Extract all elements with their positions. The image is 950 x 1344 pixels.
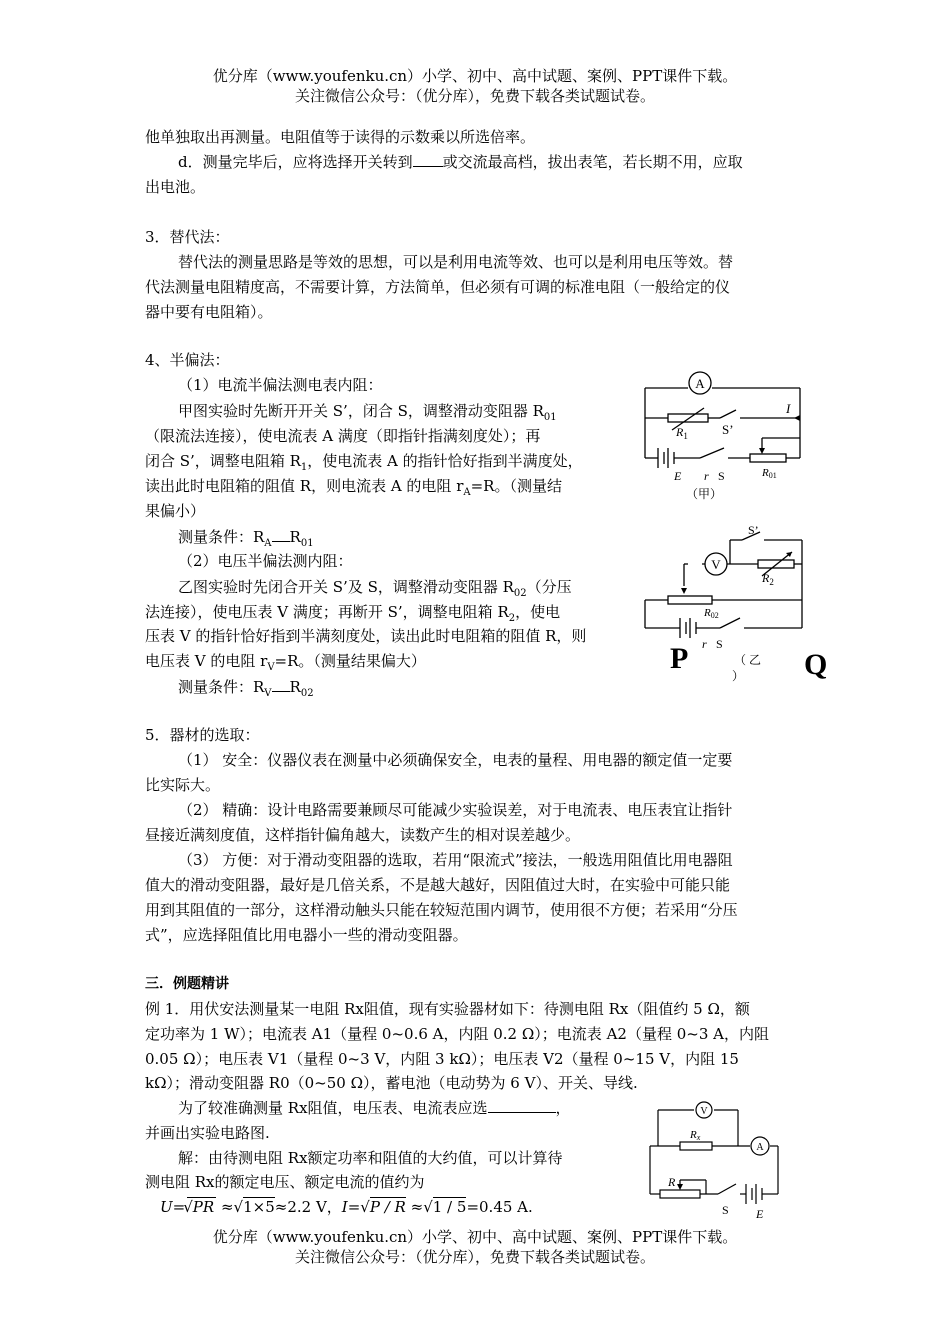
para-continuation: 他单独取出再测量。电阻值等于读得的示数乘以所选倍率。 (145, 128, 536, 146)
svg-text:E: E (674, 469, 682, 483)
section-4-title: 4、半偏法： (145, 351, 230, 369)
example-1-l3: 0.05 Ω）；电压表 V1（量程 0~3 V，内阻 3 kΩ）；电压表 V2（量程 0~15 V，内阻 15 (145, 1050, 739, 1068)
solution-l2: 测电阻 Rx的额定电压、额定电流的值约为 (145, 1173, 425, 1191)
svg-text:r: r (702, 637, 707, 651)
svg-text:S: S (716, 637, 723, 651)
section-5-item1-b: 比实际大。 (145, 776, 221, 794)
section-5-item1-a: （1） 安全：仪器仪表在测量中必须确保安全，电表的量程、用电器的额定值一定要 (178, 751, 733, 769)
circuit-diagram-jia (640, 368, 810, 508)
answer-blank (272, 691, 290, 692)
example-1-l5: 为了较准确测量 Rx阻值，电压表、电流表应选 ， (178, 1099, 571, 1117)
answer-blank (488, 1112, 556, 1113)
answer-blank (413, 166, 443, 167)
section-5-item2-b: 昼接近满刻度值，这样指针偏角越大，读数产生的相对误差越少。 (145, 826, 581, 844)
footer-line-1: 优分库（www.youfenku.cn）小学、初中、高中试题、案例、PPT课件下载。 (212, 1228, 738, 1246)
section-5-item3-d: 式”，应选择阻值比用电器小一些的滑动变阻器。 (145, 926, 468, 944)
svg-text:I: I (786, 401, 791, 416)
svg-text:Q: Q (804, 648, 828, 681)
solution-l1: 解：由待测电阻 Rx额定功率和阻值的大约值，可以计算待 (178, 1149, 563, 1167)
svg-text:V: V (711, 557, 721, 572)
svg-text:Rx: Rx (690, 1129, 701, 1142)
svg-text:A: A (756, 1142, 764, 1153)
section-3-title: 3．替代法： (145, 228, 230, 246)
svg-text:r: r (704, 469, 709, 483)
footer-line-2: 关注微信公众号：（优分库），免费下载各类试题试卷。 (294, 1248, 655, 1266)
section-5-item3-c: 用到其阻值的一部分，这样滑动触头只能在较短范围内调节，使用很不方便；若采用“分压 (145, 901, 738, 919)
section-4-sub1-l5: 果偏小） (145, 502, 206, 520)
svg-text:P: P (670, 642, 689, 675)
example-1-l1: 例 1．用伏安法测量某一电阻 Rx阻值，现有实验器材如下：待测电阻 Rx（阻值约 5 Ω，额 (145, 1000, 750, 1018)
svg-text:E: E (756, 1207, 764, 1221)
example-1-l4: kΩ）；滑动变阻器 R0（0~50 Ω），蓄电池（电动势为 6 V）、开关、导线. (145, 1074, 638, 1092)
svg-text:R02: R02 (704, 607, 719, 620)
circuit-diagram-example (640, 1098, 790, 1222)
section-4-sub1-l4: 读出此时电阻箱的阻值 R，则电流表 A 的电阻 $r_A=R$。（测量结 (145, 477, 562, 498)
section-3-p3: 器中要有电阻箱）。 (145, 303, 273, 321)
section-4-sub2-title: （2）电压半偏法测内阻： (178, 552, 353, 570)
svg-text:R01: R01 (762, 467, 777, 480)
solution-formula: U=√PR ≈√1×5≈2.2 V，I=√P / R ≈√1 / 5=0.45 A. (160, 1198, 533, 1216)
svg-text:V: V (700, 1106, 708, 1117)
para-d-line2: 出电池。 (145, 178, 206, 196)
svg-text:（甲）: （甲） (686, 487, 723, 501)
examples-title: 三．例题精讲 (145, 976, 229, 992)
section-5-item2-a: （2） 精确：设计电路需要兼顾尽可能减少实验误差，对于电流表、电压表宜让指针 (178, 801, 733, 819)
header-line-2: 关注微信公众号：（优分库），免费下载各类试题试卷。 (294, 87, 655, 105)
svg-text:R2: $R_2$ (762, 571, 774, 587)
section-4-sub2-l2: 法连接），使电压表 V 满度；再断开 S’，调整电阻箱 $R_2$，使电 (145, 603, 561, 624)
section-4-sub1-title: （1）电流半偏法测电表内阻： (178, 376, 383, 394)
svg-text:（ 乙: （ 乙 (734, 653, 762, 667)
section-5-item3-b: 值大的滑动变阻器，最好是几倍关系，不是越大越好，因阻值过大时，在实验中可能只能 (145, 876, 731, 894)
section-3-p2: 代法测量电阻精度高，不需要计算，方法简单，但必须有可调的标准电阻（一般给定的仪 (145, 278, 731, 296)
svg-text:S: S (722, 1203, 729, 1217)
section-4-sub2-l4: 电压表 V 的电阻 $r_V=R$。（测量结果偏大） (145, 652, 426, 673)
circuit-diagram-yi (640, 520, 840, 690)
header-line-1: 优分库（www.youfenku.cn）小学、初中、高中试题、案例、PPT课件下载。 (212, 67, 738, 85)
section-4-sub1-l2: （限流法连接），使电流表 A 满度（即指针指满刻度处）；再 (145, 427, 541, 445)
section-4-sub2-condition: 测量条件：$R_V$ $R_{02}$ (178, 678, 314, 699)
svg-text:S’: S’ (722, 422, 734, 437)
svg-text:A: A (695, 376, 705, 391)
para-d-line1: d．测量完毕后，应将选择开关转到 或交流最高档，拔出表笔，若长期不用，应取 (178, 153, 743, 171)
answer-blank (272, 541, 290, 542)
svg-text:S: S (718, 469, 725, 483)
example-1-l2: 定功率为 1 W）；电流表 A1（量程 0~0.6 A，内阻 0.2 Ω）；电流表 A2（量程 0~3 A，内阻 (145, 1025, 769, 1043)
section-4-sub1-l1: 甲图实验时先断开开关 S’，闭合 S，调整滑动变阻器 $R_{01}$ (178, 402, 557, 423)
svg-text:S’: S’ (748, 523, 759, 537)
section-4-sub2-l1: 乙图实验时先闭合开关 S’及 S，调整滑动变阻器 $R_{02}$（分压 (178, 578, 572, 599)
example-1-l6: 并画出实验电路图. (145, 1124, 270, 1142)
section-5-item3-a: （3） 方便：对于滑动变阻器的选取，若用“限流式”接法，一般选用阻值比用电器阻 (178, 851, 733, 869)
section-5-title: 5．器材的选取： (145, 726, 260, 744)
section-4-sub2-l3: 压表 V 的指针恰好指到半满刻度处，读出此时电阻箱的阻值 R，则 (145, 627, 587, 645)
svg-text:R: R (668, 1175, 676, 1189)
svg-text:）: ） (732, 669, 745, 683)
section-4-sub1-l3: 闭合 S’，调整电阻箱 $R_1$，使电流表 A 的指针恰好指到半满度处， (145, 452, 583, 473)
section-4-sub1-condition: 测量条件：$R_A$ $R_{01}$ (178, 528, 314, 549)
section-3-p1: 替代法的测量思路是等效的思想，可以是利用电流等效、也可以是利用电压等效。替 (178, 253, 734, 271)
svg-text:R1: $R_1$ (676, 425, 688, 441)
